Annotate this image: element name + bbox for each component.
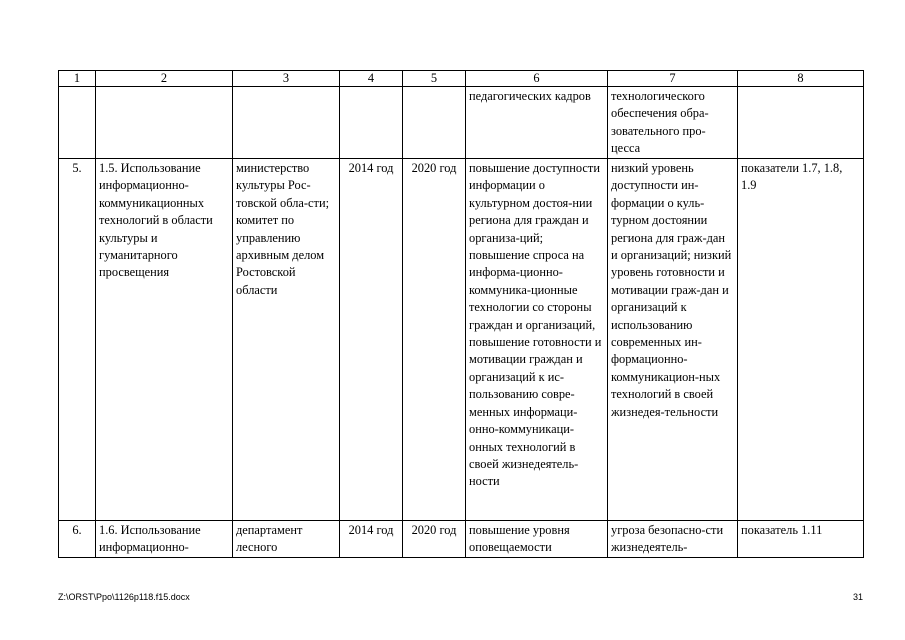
cell-executor: департамент лесного [233, 521, 340, 558]
header-cell-2: 2 [96, 71, 233, 87]
header-cell-5: 5 [403, 71, 466, 87]
cell-start: 2014 год [340, 521, 403, 558]
cell-consequences: низкий уровень доступности ин-формации о куль-турном достоянии региона для граж-дан и организаций; низкий уровень готовности и мотивации граж-дан и организаций к использованию современных ин-формационно-коммуникацион-ных технологий в своей жизнедея-тельности [608, 159, 738, 521]
cell-executor [233, 87, 340, 159]
cell-measure [96, 87, 233, 159]
cell-number: 6. [59, 521, 96, 558]
cell-end [403, 87, 466, 159]
cell-result: повышение доступности информации о культурном достоя-нии региона для граждан и организа-ций; повышение спроса на информа-ционно-коммуника-ционные технологии со стороны граждан и организаций, повышение готовности и мотивации граждан и организаций к ис-пользованию совре-менных информаци-онно-коммуникаци-онных технологий в своей жизнедеятель-ности [466, 159, 608, 521]
cell-end: 2020 год [403, 521, 466, 558]
header-row [59, 71, 864, 87]
header-cell-7: 7 [608, 71, 738, 87]
cell-number: 5. [59, 159, 96, 521]
cell-start: 2014 год [340, 159, 403, 521]
main-table [58, 70, 864, 558]
page-number: 31 [852, 592, 863, 602]
table-row-continuation [59, 87, 864, 159]
cell-start [340, 87, 403, 159]
cell-indicators: показатели 1.7, 1.8, 1.9 [738, 159, 864, 521]
footer-file-path: Z:\ORST\Ppo\1126p118.f15.docx [58, 592, 190, 602]
header-cell-3: 3 [233, 71, 340, 87]
table-row-5 [59, 159, 864, 521]
cell-result: педагогических кадров [466, 87, 608, 159]
header-cell-4: 4 [340, 71, 403, 87]
cell-number [59, 87, 96, 159]
cell-end: 2020 год [403, 159, 466, 521]
cell-indicators: показатель 1.11 [738, 521, 864, 558]
cell-executor: министерство культуры Рос-товской обла-сти; комитет по управлению архивным делом Ростовской области [233, 159, 340, 521]
cell-result: повышение уровня оповещаемости [466, 521, 608, 558]
cell-measure: 1.5. Использование информационно-коммуникационных технологий в области культуры и гуманитарного просвещения [96, 159, 233, 521]
cell-measure: 1.6. Использование информационно- [96, 521, 233, 558]
header-cell-1: 1 [59, 71, 96, 87]
cell-consequences: технологического обеспечения обра-зовательного про-цесса [608, 87, 738, 159]
table-row-6 [59, 521, 864, 558]
header-cell-8: 8 [738, 71, 864, 87]
cell-indicators [738, 87, 864, 159]
cell-consequences: угроза безопасно-сти жизнедеятель- [608, 521, 738, 558]
header-cell-6: 6 [466, 71, 608, 87]
